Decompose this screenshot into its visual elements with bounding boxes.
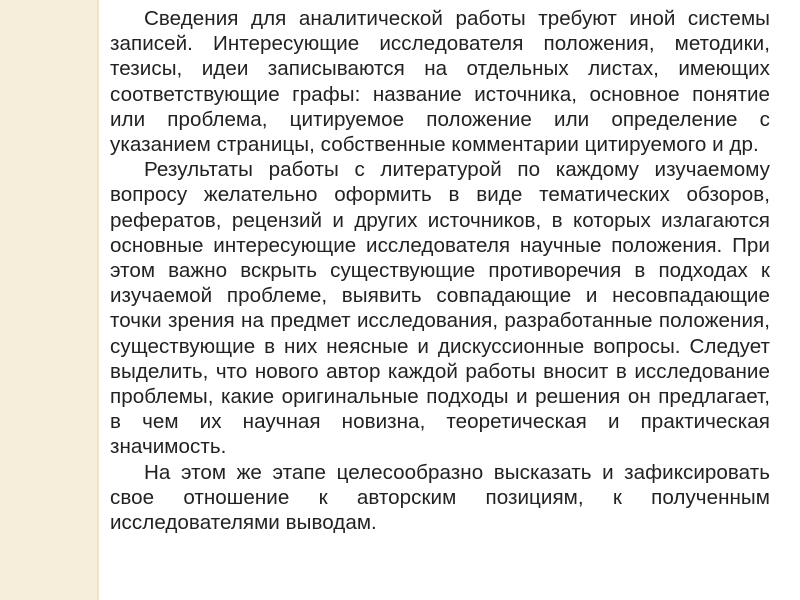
left-stripe-edge bbox=[97, 0, 99, 600]
paragraph-1: Сведения для аналитической работы требуют иной системы записей. Интересующие исследователя положения, методики, тезисы, идеи записываются на отдельных листах, имеющих соответствующие графы: название источника, основное понятие или проблема, цитируемое положение или определение с указанием страницы, собственные комментарии цитируемого и др. bbox=[110, 7, 770, 157]
paragraph-3: На этом же этапе целесообразно высказать и зафиксировать свое отношение к авторским позициям, к полученным исследователями выводам. bbox=[110, 460, 770, 535]
left-decorative-stripe bbox=[0, 0, 97, 600]
slide-text bbox=[110, 6, 770, 535]
paragraph-2: Результаты работы с литературой по каждому изучаемому вопросу желательно оформить в виде тематических обзоров, рефератов, рецензий и других источников, в которых излагаются основные интересующие исследователя научные положения. При этом важно вскрыть существующие противоречия в подходах к изучаемой проблеме, выявить совпадающие и несовпадающие точки зрения на предмет исследования, разработанные положения, существующие в них неясные и дискуссионные вопросы. Следует выделить, что нового автор каждой работы вносит в исследование проблемы, какие оригинальные подходы и решения он предлагает, в чем их научная новизна, теоретическая и практическая значимость. bbox=[110, 158, 770, 459]
